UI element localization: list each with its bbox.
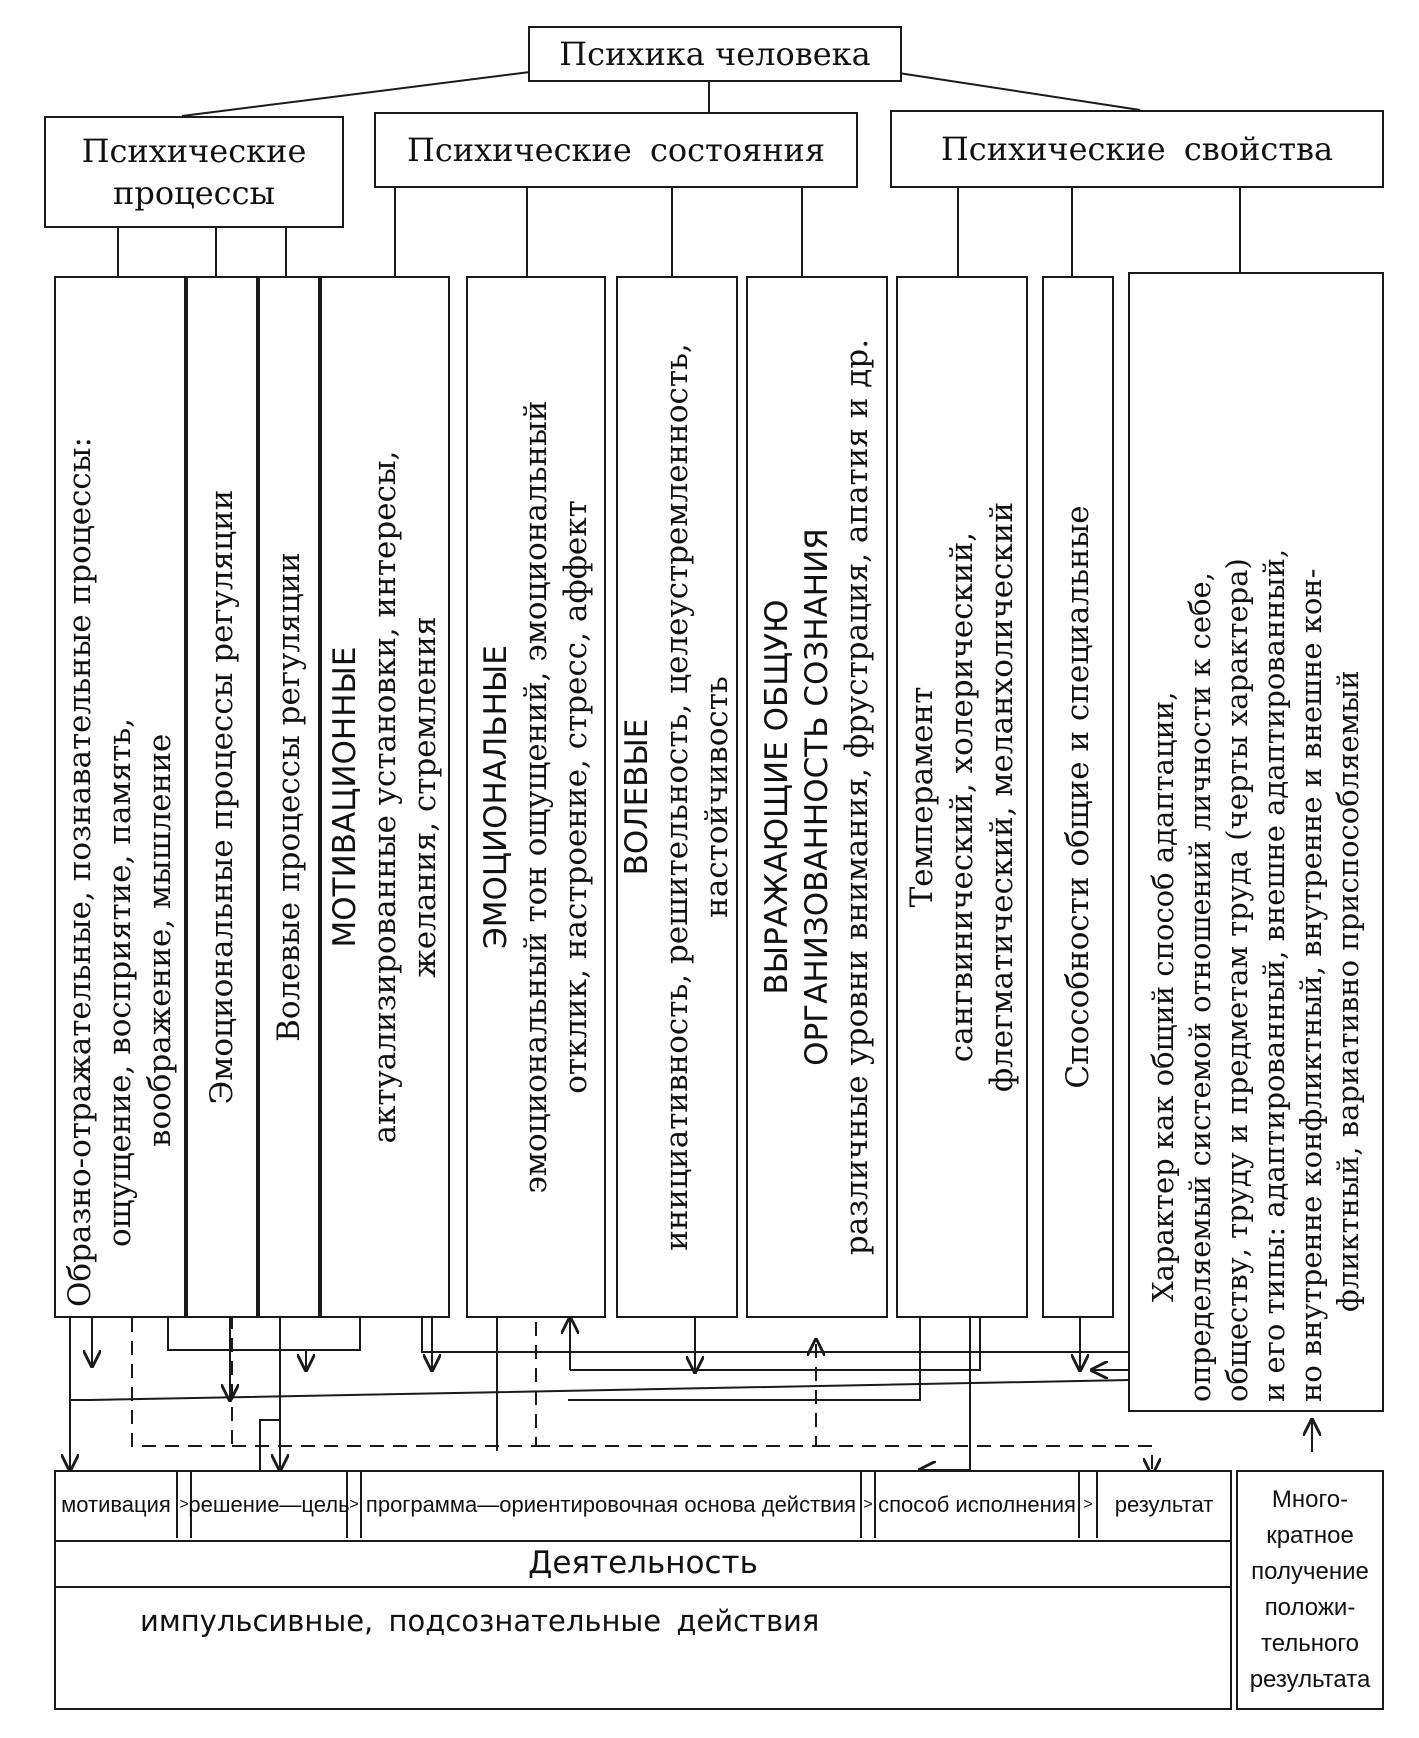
column-heading: ЭМОЦИОНАЛЬНЫЕ bbox=[478, 645, 514, 949]
activity-chain bbox=[56, 1472, 1230, 1542]
column-text-line: определяемый системой отношений личности к себе, bbox=[1183, 572, 1217, 1402]
impulsive-label: импульсивные, подсознательные действия bbox=[140, 1604, 820, 1638]
category-states-label: Психические состояния bbox=[406, 131, 826, 169]
column-text-line: Образно-отражательные, познавательные процессы: bbox=[62, 437, 98, 1307]
chain-step-decision: решение—цель bbox=[192, 1472, 348, 1538]
column-text-line: желания, стремления bbox=[407, 616, 443, 978]
column-text-line: флегматический, меланхолический bbox=[984, 501, 1020, 1093]
repeat-line: положи- bbox=[1264, 1594, 1356, 1621]
column-volitional-regulation bbox=[258, 276, 320, 1318]
chain-step-program: программа—ориентировочная основа действия bbox=[362, 1472, 862, 1538]
category-states bbox=[374, 112, 858, 188]
chain-step-method: способ исполнения bbox=[876, 1472, 1080, 1538]
category-processes bbox=[44, 116, 344, 228]
column-abilities bbox=[1042, 276, 1114, 1318]
column-heading: ВЫРАЖАЮЩИЕ ОБЩУЮ bbox=[759, 599, 795, 995]
activity-block bbox=[54, 1470, 1232, 1710]
chain-step-motivation: мотивация bbox=[56, 1472, 178, 1538]
column-consciousness bbox=[746, 276, 888, 1318]
column-text-line: фликтный, вариативно приспособляемый bbox=[1331, 670, 1365, 1312]
repeat-line: кратное bbox=[1266, 1522, 1354, 1549]
column-text-line: отклик, настроение, стресс, аффект bbox=[558, 500, 594, 1094]
column-text-line: обществу, труду и предметам труда (черты характера) bbox=[1220, 558, 1254, 1402]
chain-arrow: > bbox=[862, 1472, 876, 1538]
column-text-line: Эмоциональные процессы регуляции bbox=[204, 489, 240, 1105]
activity-label: Деятельность bbox=[528, 1545, 758, 1581]
column-text-line: Темперамент bbox=[904, 686, 940, 908]
category-processes-line2: процессы bbox=[113, 174, 275, 212]
column-text-line: актуализированные установки, интересы, bbox=[367, 450, 403, 1144]
repeat-line: получение bbox=[1251, 1558, 1369, 1585]
repeat-line: результата bbox=[1249, 1666, 1371, 1693]
column-text-line: инициативность, решительность, целеустремленность, bbox=[659, 343, 695, 1251]
column-text-line: различные уровни внимания, фрустрация, апатия и др. bbox=[839, 338, 875, 1256]
column-motivational bbox=[320, 276, 450, 1318]
column-text-line: Способности общие и специальные bbox=[1060, 505, 1096, 1089]
column-text-line: сангвинический, холерический, bbox=[944, 531, 980, 1063]
chain-arrow: > bbox=[348, 1472, 362, 1538]
repeat-line: тельного bbox=[1261, 1630, 1359, 1657]
column-heading: ОРГАНИЗОВАННОСТЬ СОЗНАНИЯ bbox=[799, 528, 835, 1066]
column-text-line: Характер как общий способ адаптации, bbox=[1146, 691, 1180, 1302]
repeat-result-box bbox=[1236, 1470, 1384, 1710]
repeat-line: Много- bbox=[1271, 1486, 1349, 1513]
column-text-line: Волевые процессы регуляции bbox=[271, 552, 307, 1042]
column-heading: МОТИВАЦИОННЫЕ bbox=[327, 646, 363, 948]
chain-step-result: результат bbox=[1114, 1492, 1214, 1517]
chain-arrow: > bbox=[1080, 1472, 1098, 1538]
column-text-line: и его типы: адаптированный, внешне адаптированный, bbox=[1257, 548, 1291, 1402]
column-text-line: настойчивость bbox=[699, 676, 735, 918]
page-title: Психика человека bbox=[559, 35, 871, 73]
category-processes-line1: Психические bbox=[81, 132, 307, 170]
category-properties-label: Психические свойства bbox=[940, 130, 1334, 168]
column-emotional-regulation bbox=[186, 276, 258, 1318]
column-text-line: воображение, мышление bbox=[142, 733, 178, 1147]
column-character bbox=[1128, 272, 1384, 1412]
column-text-line: эмоциональный тон ощущений, эмоциональный bbox=[518, 400, 554, 1194]
title-box bbox=[528, 26, 902, 82]
column-emotional bbox=[466, 276, 606, 1318]
chain-arrow: > bbox=[178, 1472, 192, 1538]
column-text-line: но внутренне конфликтный, внутренне и внешне кон- bbox=[1294, 568, 1328, 1402]
column-cognitive-processes bbox=[54, 276, 186, 1318]
column-volitional bbox=[616, 276, 738, 1318]
column-heading: ВОЛЕВЫЕ bbox=[619, 718, 655, 876]
column-temperament bbox=[896, 276, 1028, 1318]
activity-label-row bbox=[56, 1540, 1230, 1588]
category-properties bbox=[890, 110, 1384, 188]
impulsive-actions bbox=[140, 1604, 819, 1638]
column-text-line: ощущение, восприятие, память, bbox=[102, 717, 138, 1247]
